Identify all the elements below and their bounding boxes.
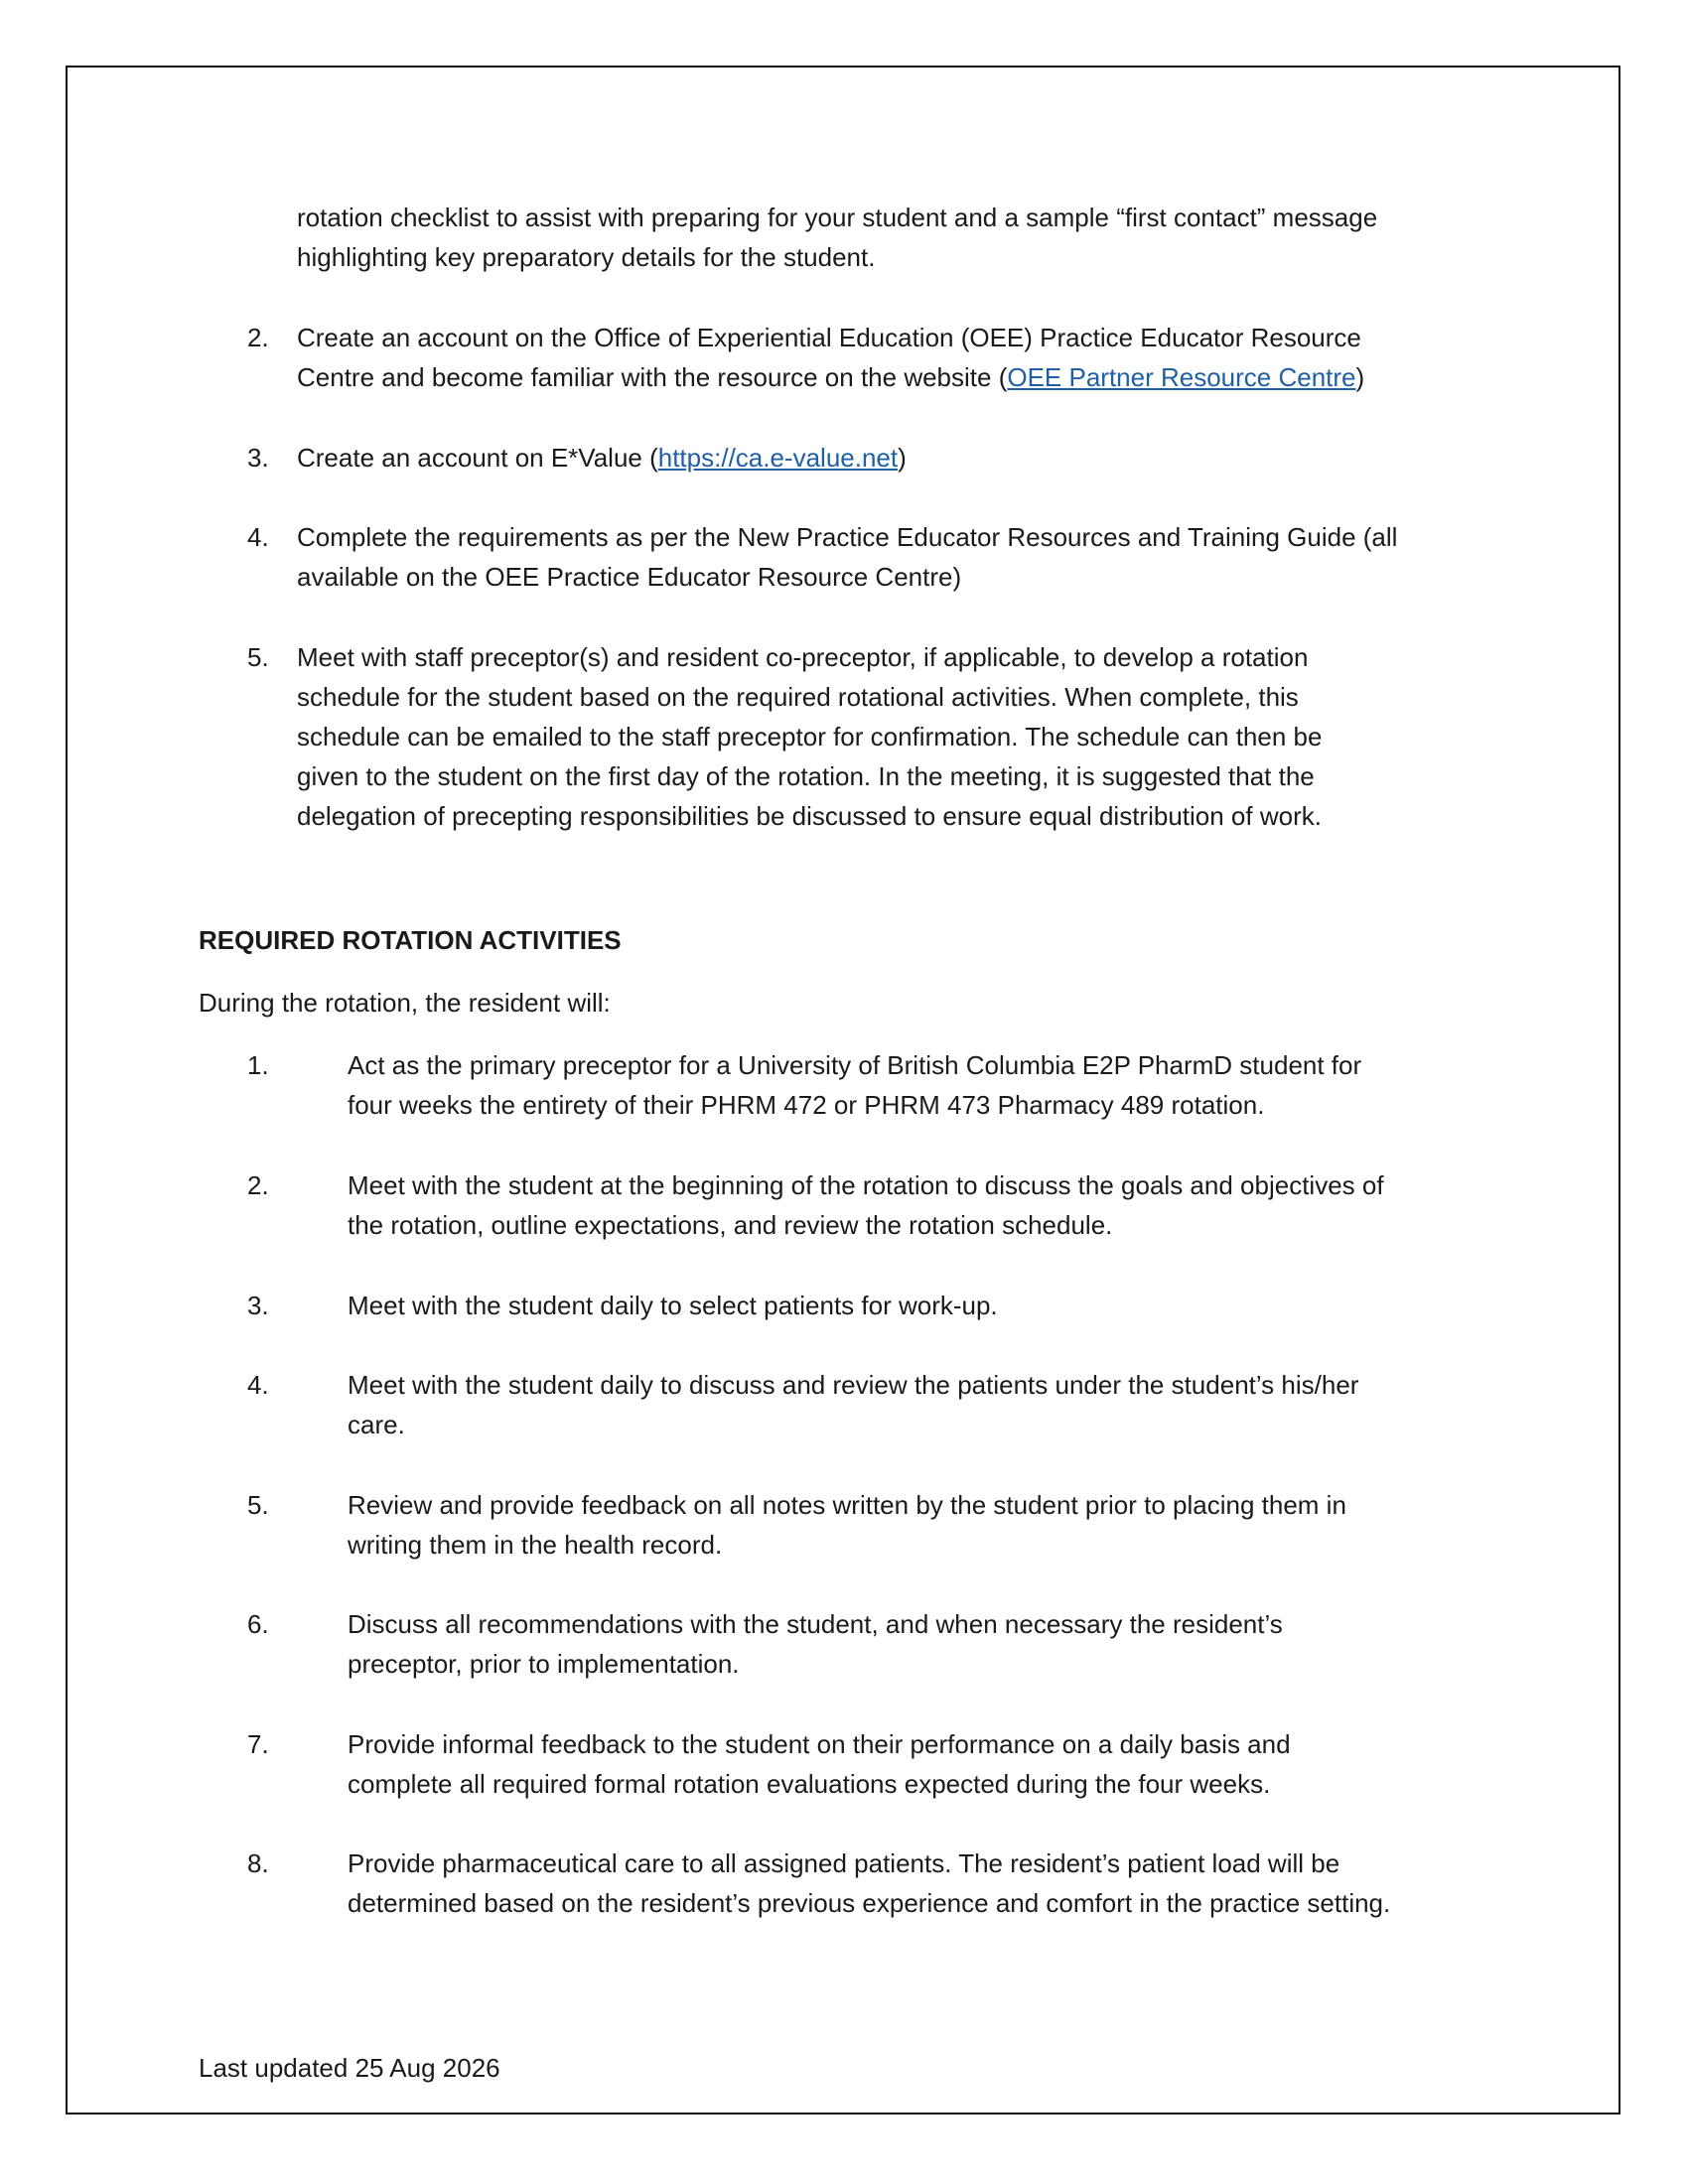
activity-number: 4. bbox=[247, 1370, 269, 1400]
activity-line: Meet with the student at the beginning of the rotation to discuss the goals and objectives of bbox=[348, 1170, 1384, 1200]
prep-step-line: Create an account on the Office of Experiential Education (OEE) Practice Educator Resource bbox=[297, 323, 1361, 352]
activity-line: four weeks the entirety of their PHRM 472 or PHRM 473 Pharmacy 489 rotation. bbox=[348, 1090, 1265, 1120]
prep-step-number: 2. bbox=[247, 323, 269, 352]
prep-step-line: schedule can be emailed to the staff preceptor for confirmation. The schedule can then be bbox=[297, 722, 1323, 751]
activity-number: 3. bbox=[247, 1291, 269, 1320]
activity-line: Review and provide feedback on all notes written by the student prior to placing them in bbox=[348, 1490, 1346, 1520]
oee-resource-centre-link[interactable]: OEE Partner Resource Centre bbox=[1007, 362, 1356, 392]
prep-step-number: 4. bbox=[247, 522, 269, 552]
activity-line: preceptor, prior to implementation. bbox=[348, 1649, 740, 1679]
activity-number: 6. bbox=[247, 1609, 269, 1639]
prep-step-line bbox=[297, 438, 907, 478]
prep-step-text: Centre and become familiar with the resource on the website ( bbox=[297, 362, 1008, 392]
activity-number: 1. bbox=[247, 1050, 269, 1080]
activity-number: 8. bbox=[247, 1848, 269, 1878]
activity-line: Discuss all recommendations with the student, and when necessary the resident’s bbox=[348, 1609, 1283, 1639]
section-intro: During the rotation, the resident will: bbox=[199, 988, 611, 1018]
prep-step-line: delegation of precepting responsibilities be discussed to ensure equal distribution of work. bbox=[297, 801, 1322, 831]
activity-line: Meet with the student daily to discuss and review the patients under the student’s his/her bbox=[348, 1370, 1359, 1400]
prep-step-number: 5. bbox=[247, 642, 269, 672]
activity-line: Act as the primary preceptor for a University of British Columbia E2P PharmD student for bbox=[348, 1050, 1362, 1080]
activity-line: Provide informal feedback to the student on their performance on a daily basis and bbox=[348, 1729, 1291, 1759]
activity-number: 7. bbox=[247, 1729, 269, 1759]
prep-step-line bbox=[297, 357, 1364, 397]
intro-line-1: rotation checklist to assist with preparing for your student and a sample “first contact” message bbox=[297, 203, 1378, 232]
activity-line: the rotation, outline expectations, and review the rotation schedule. bbox=[348, 1210, 1113, 1240]
activity-line: Provide pharmaceutical care to all assigned patients. The resident’s patient load will be bbox=[348, 1848, 1340, 1878]
activity-line: Meet with the student daily to select patients for work-up. bbox=[348, 1291, 998, 1320]
intro-line-2: highlighting key preparatory details for the student. bbox=[297, 242, 876, 272]
activity-line: care. bbox=[348, 1410, 405, 1439]
activity-number: 2. bbox=[247, 1170, 269, 1200]
prep-step-line: Complete the requirements as per the New Practice Educator Resources and Training Guide (all bbox=[297, 522, 1398, 552]
prep-step-text: ) bbox=[898, 443, 907, 473]
prep-step-line: Meet with staff preceptor(s) and resident co-preceptor, if applicable, to develop a rotation bbox=[297, 642, 1309, 672]
prep-step-line: given to the student on the first day of the rotation. In the meeting, it is suggested that the bbox=[297, 761, 1315, 791]
prep-step-number: 3. bbox=[247, 443, 269, 473]
evalue-link[interactable]: https://ca.e-value.net bbox=[657, 443, 899, 473]
section-heading: REQUIRED ROTATION ACTIVITIES bbox=[199, 925, 622, 955]
activity-line: complete all required formal rotation evaluations expected during the four weeks. bbox=[348, 1769, 1271, 1799]
prep-step-text: Create an account on E*Value ( bbox=[297, 443, 658, 473]
last-updated-footer: Last updated 25 Aug 2026 bbox=[199, 2053, 500, 2083]
activity-line: writing them in the health record. bbox=[348, 1530, 723, 1560]
prep-step-line: schedule for the student based on the required rotational activities. When complete, this bbox=[297, 682, 1299, 712]
prep-step-line: available on the OEE Practice Educator Resource Centre) bbox=[297, 562, 962, 592]
activity-line: determined based on the resident’s previous experience and comfort in the practice setting. bbox=[348, 1888, 1391, 1918]
activity-number: 5. bbox=[247, 1490, 269, 1520]
prep-step-text: ) bbox=[1355, 362, 1365, 392]
